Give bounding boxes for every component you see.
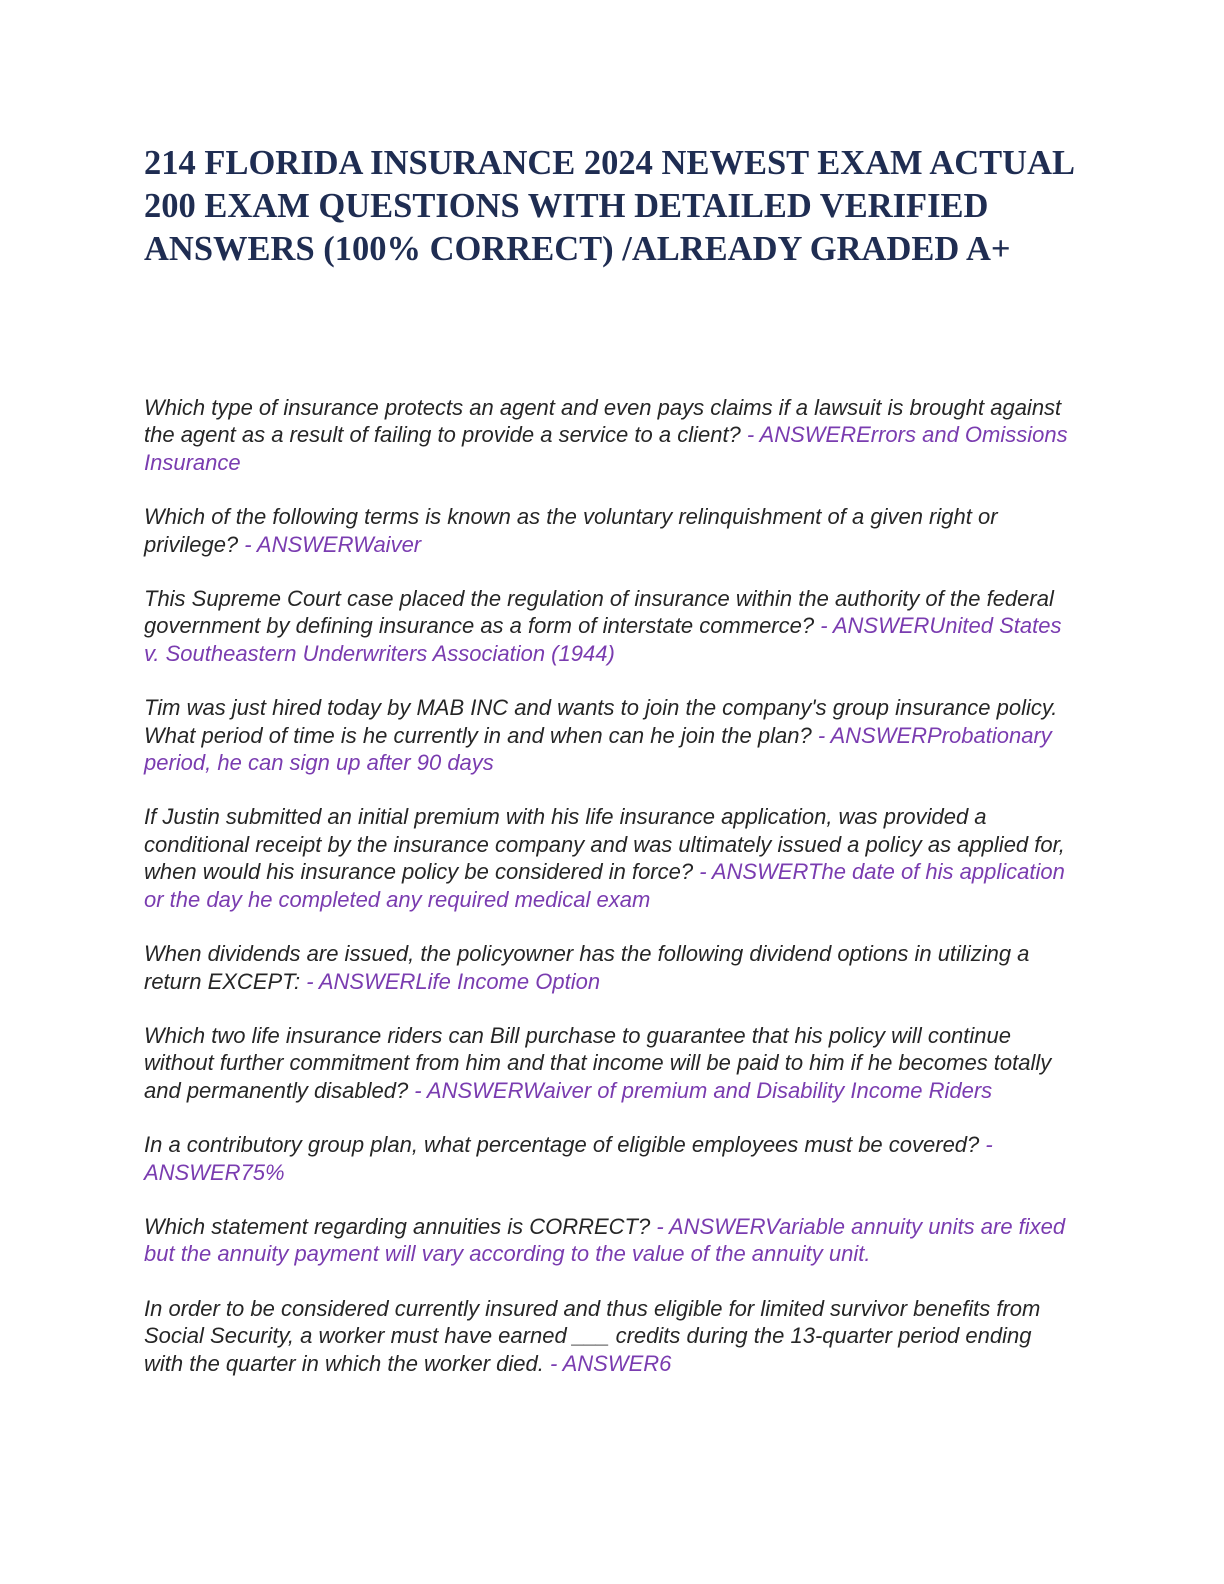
- question-text: Which of the following terms is known as the voluntary relinquishment of a given right or privilege?: [144, 504, 998, 557]
- answer-text: United States v. Southeastern Underwriters Association (1944): [144, 613, 1062, 666]
- answer-separator: - ANSWER: [693, 859, 809, 885]
- answer-text: Probationary period, he can sign up after 90 days: [144, 722, 1052, 776]
- answer-text: 75%: [240, 1159, 285, 1185]
- answer-text: 6: [659, 1350, 672, 1376]
- qa-item: [144, 803, 1074, 913]
- question-text: This Supreme Court case placed the regulation of insurance within the authority of the federal government by defining insurance as a form of interstate commerce?: [144, 586, 1054, 639]
- answer-separator: - ANSWER: [543, 1350, 660, 1376]
- document-title: 214 FLORIDA INSURANCE 2024 NEWEST EXAM ACTUAL 200 EXAM QUESTIONS WITH DETAILED VERIFIED ANSWERS (100% CORRECT) /ALREADY GRADED A+: [144, 144, 1074, 268]
- question-text: Which two life insurance riders can Bill purchase to guarantee that his policy will continue without further commitment from him and that income will be paid to him if he becomes totally and permanently disabled?: [144, 1022, 1052, 1103]
- question-text: Tim was just hired today by MAB INC and wants to join the company's group insurance policy. What period of time is he currently in and when can he join the plan?: [144, 695, 1058, 748]
- answer-separator: - ANSWER: [144, 1132, 993, 1185]
- answer-text: Variable annuity units are fixed but the annuity payment will vary according to the value of the annuity unit.: [144, 1213, 1066, 1267]
- answer-text: Waiver: [353, 531, 422, 557]
- qa-item: [144, 694, 1074, 776]
- answer-separator: - ANSWER: [650, 1213, 766, 1239]
- answer-separator: - ANSWER: [814, 613, 930, 639]
- question-text: When dividends are issued, the policyowner has the following dividend options in utilizing a return EXCEPT:: [144, 941, 1030, 994]
- question-text: In a contributory group plan, what percentage of eligible employees must be covered?: [144, 1132, 980, 1158]
- question-text: If Justin submitted an initial premium with his life insurance application, was provided a conditional receipt by the insurance company and was ultimately issued a policy as applied for, when would his insurance policy be considered in force?: [144, 804, 1065, 885]
- qa-item: [144, 503, 1074, 558]
- question-text: In order to be considered currently insured and thus eligible for limited survivor benefits from Social Security, a worker must have earned ___ credits during the 13-quarter period ending with the quarter in which the worker died.: [144, 1295, 1041, 1376]
- answer-text: Life Income Option: [415, 968, 601, 994]
- qa-item: [144, 394, 1074, 476]
- answer-separator: - ANSWER: [740, 422, 857, 448]
- qa-list: [144, 394, 1074, 1404]
- qa-item: [144, 940, 1074, 995]
- answer-separator: - ANSWER: [408, 1077, 524, 1103]
- qa-item: [144, 1131, 1074, 1186]
- answer-separator: - ANSWER: [811, 722, 928, 748]
- qa-item: [144, 1295, 1074, 1377]
- answer-text: The date of his application or the day he completed any required medical exam: [144, 859, 1065, 912]
- qa-item: [144, 585, 1074, 667]
- question-text: Which type of insurance protects an agent and even pays claims if a lawsuit is brought against the agent as a result of failing to provide a service to a client?: [144, 395, 1062, 448]
- question-text: Which statement regarding annuities is CORRECT?: [144, 1213, 651, 1239]
- qa-item: [144, 1022, 1074, 1104]
- answer-text: Errors and Omissions Insurance: [144, 422, 1068, 475]
- answer-separator: - ANSWER: [300, 968, 416, 994]
- answer-text: Waiver of premium and Disability Income Riders: [523, 1077, 993, 1103]
- qa-item: [144, 1213, 1074, 1268]
- answer-separator: - ANSWER: [238, 531, 354, 557]
